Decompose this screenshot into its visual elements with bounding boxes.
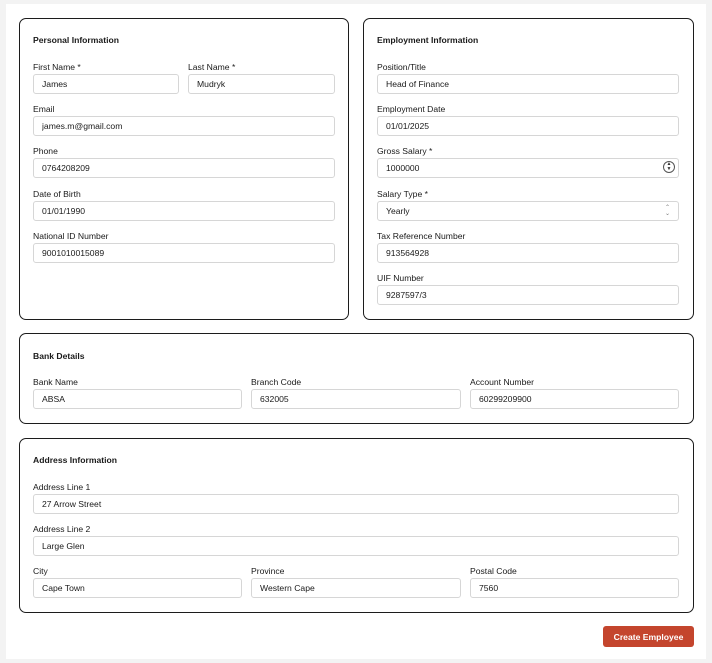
date-of-birth-input[interactable] (33, 201, 335, 221)
city-label: City (33, 566, 48, 576)
branch-code-input[interactable] (251, 389, 461, 409)
branch-code-label: Branch Code (251, 377, 302, 387)
address-line-1-input[interactable] (33, 494, 679, 514)
last-name-input[interactable] (188, 74, 335, 94)
employment-date-label: Employment Date (377, 104, 446, 114)
bank-name-label: Bank Name (33, 377, 78, 387)
employment-information-title: Employment Information (377, 35, 479, 45)
tax-reference-label: Tax Reference Number (377, 231, 466, 241)
phone-label: Phone (33, 146, 58, 156)
salary-type-select[interactable] (377, 201, 679, 221)
gross-salary-input[interactable] (377, 158, 679, 178)
position-input[interactable] (377, 74, 679, 94)
email-label: Email (33, 104, 55, 114)
personal-information-title: Personal Information (33, 35, 119, 45)
address-line-1-label: Address Line 1 (33, 482, 91, 492)
stepper-updown-icon[interactable]: ▲ ▼ (663, 161, 675, 173)
position-label: Position/Title (377, 62, 426, 72)
phone-input[interactable] (33, 158, 335, 178)
uif-number-input[interactable] (377, 285, 679, 305)
first-name-label: First Name * (33, 62, 81, 72)
bank-name-input[interactable] (33, 389, 242, 409)
province-input[interactable] (251, 578, 461, 598)
salary-type-label: Salary Type * (377, 189, 428, 199)
last-name-label: Last Name * (188, 62, 236, 72)
address-information-title: Address Information (33, 455, 118, 465)
uif-number-label: UIF Number (377, 273, 424, 283)
province-label: Province (251, 566, 285, 576)
city-input[interactable] (33, 578, 242, 598)
create-employee-button[interactable]: Create Employee (603, 626, 694, 647)
bank-details-title: Bank Details (33, 351, 85, 361)
gross-salary-field (377, 158, 679, 178)
first-name-input[interactable] (33, 74, 179, 94)
bank-details-card (19, 333, 694, 424)
account-number-label: Account Number (470, 377, 535, 387)
address-line-2-input[interactable] (33, 536, 679, 556)
account-number-input[interactable] (470, 389, 679, 409)
select-chevron-icon: ⌃ ⌄ (664, 205, 670, 217)
national-id-label: National ID Number (33, 231, 109, 241)
address-line-2-label: Address Line 2 (33, 524, 91, 534)
date-of-birth-label: Date of Birth (33, 189, 81, 199)
postal-code-label: Postal Code (470, 566, 517, 576)
email-input[interactable] (33, 116, 335, 136)
employment-date-input[interactable] (377, 116, 679, 136)
postal-code-input[interactable] (470, 578, 679, 598)
tax-reference-input[interactable] (377, 243, 679, 263)
national-id-input[interactable] (33, 243, 335, 263)
gross-salary-label: Gross Salary * (377, 146, 433, 156)
salary-type-value: Yearly (386, 206, 410, 216)
